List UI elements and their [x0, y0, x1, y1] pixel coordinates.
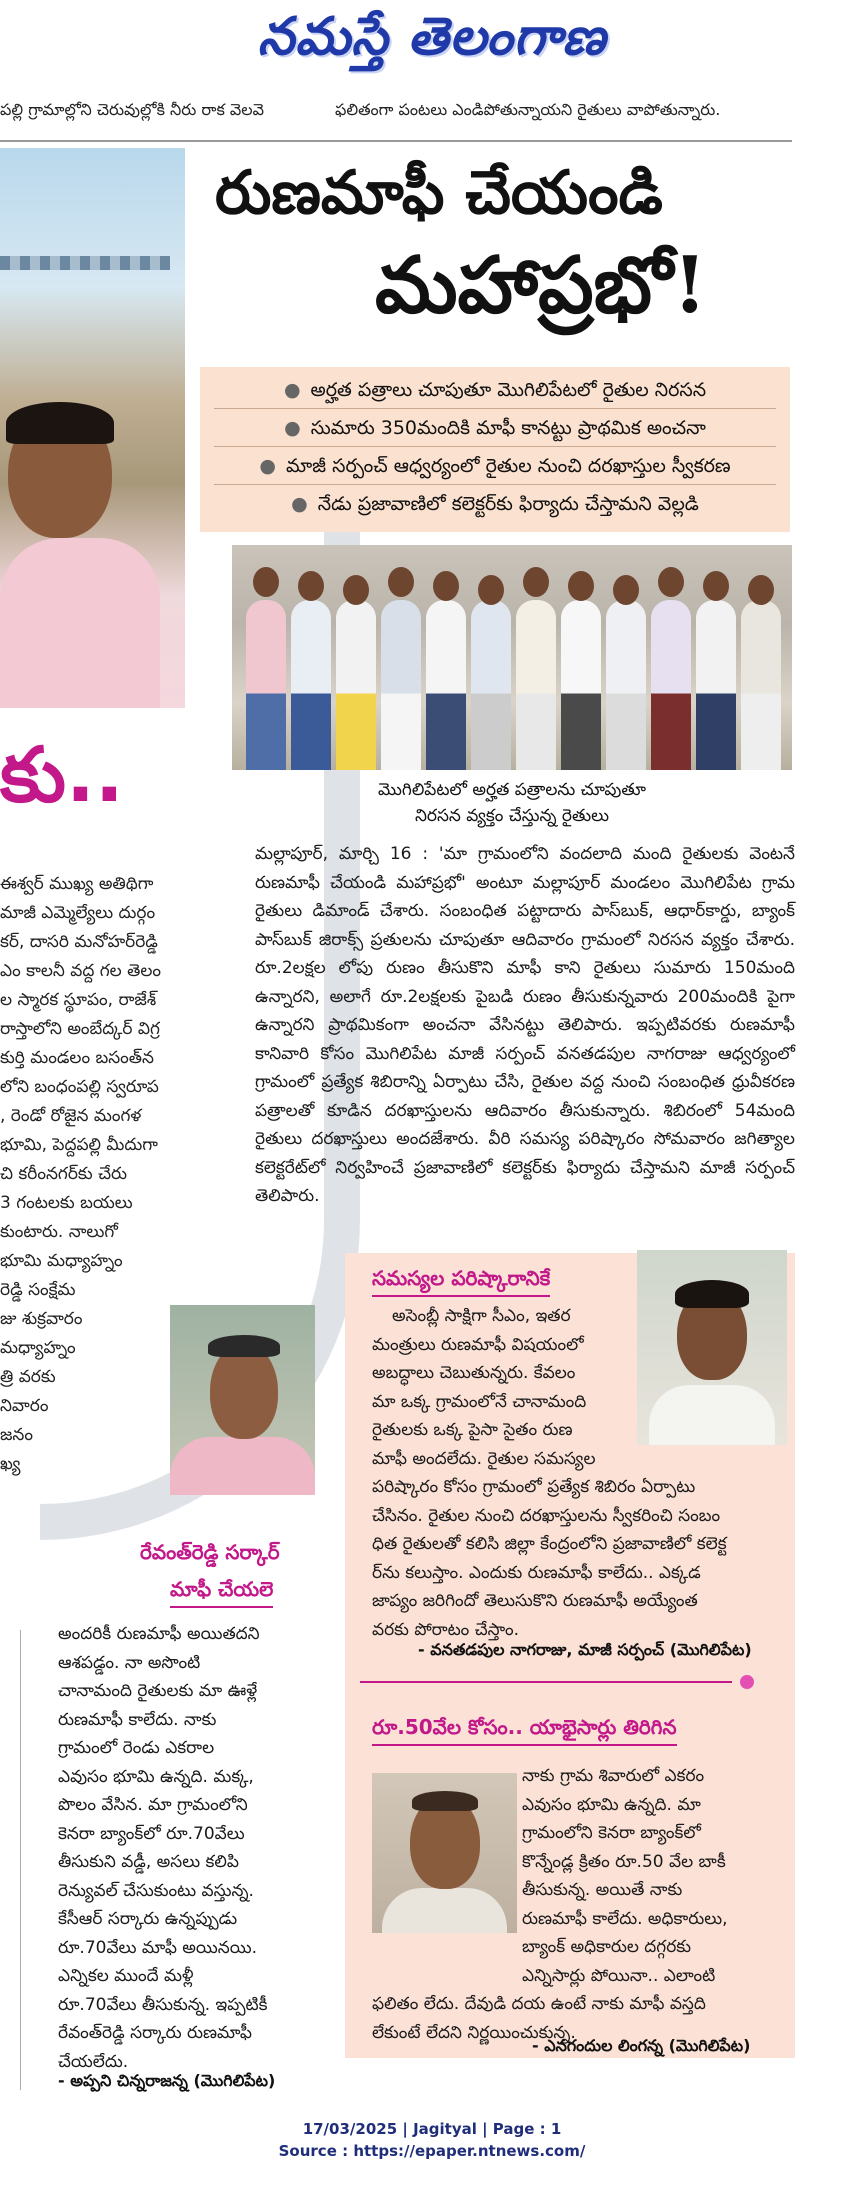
left-story-line: జనం — [0, 1425, 33, 1445]
person-head — [703, 571, 729, 601]
left-story-line: నివారం — [0, 1396, 49, 1416]
page-footer — [0, 2118, 864, 2162]
left-story-line: జు శుక్రవారం — [0, 1309, 83, 1329]
person-head — [748, 575, 774, 605]
left-quote-line: ఎవుసం భూమి ఉన్నది. మక్క, — [58, 1766, 254, 1787]
quote2-line: కొన్నేండ్ల క్రితం రూ.50 వేల బాకీ — [522, 1851, 726, 1872]
person-figure — [741, 600, 781, 770]
quote1-line: జాప్యం జరిగిందో తెలుసుకొని రుణమాఫీ అయ్యేంత — [372, 1591, 698, 1611]
column-divider — [20, 1630, 21, 2090]
footer-source: Source : https://epaper.ntnews.com/ — [278, 2142, 586, 2160]
group-photo-farmers — [232, 545, 792, 770]
left-story-line: లోని బంధంపల్లి స్వరూప — [0, 1077, 159, 1097]
person-figure — [516, 600, 556, 770]
highlight-item: ● నేడు ప్రజావాణిలో కలెక్టర్‌కు ఫిర్యాదు చేస్తామని వెల్లడి — [291, 493, 699, 515]
left-story-line: ఈశ్వర్ ముఖ్య అతిథిగా — [0, 874, 154, 894]
left-quote-line: తీసుకుని వడ్డీ, అసలు కలిపి — [58, 1852, 239, 1872]
quote1-line: పరిష్కారం కోసం గ్రామంలో ప్రత్యేక శిబిరం ఏర్పాటు — [372, 1477, 696, 1497]
quote1-line: మా ఒక్క గ్రామంలోనే చానామంది — [372, 1391, 587, 1412]
person-head — [478, 575, 504, 605]
left-story-line: మధ్యాహ్నం — [0, 1338, 76, 1358]
left-quote-line: చానామంది రైతులకు మా ఊళ్లే — [58, 1681, 258, 1701]
left-story-text — [0, 870, 170, 1479]
header-divider — [0, 140, 792, 142]
quote2-attribution: - ఎనగందుల లింగన్న (మొగిలిపేట) — [532, 2036, 751, 2055]
left-story-line: రెడ్డి సంక్షేమ — [0, 1280, 76, 1300]
left-story-line: భూమి మధ్యాహ్నం — [0, 1251, 123, 1271]
left-story-line: రాస్తాలోని అంబేద్కర్ విగ్ర — [0, 1019, 160, 1039]
left-story-line: ఎం కాలనీ వద్ద గల తెలం — [0, 961, 161, 981]
bullet-icon: ● — [284, 417, 301, 439]
quote1-line: అసెంబ్లీ సాక్షిగా సీఎం, ఇతర — [392, 1306, 571, 1326]
quote1-line: మంత్రులు రుణమాఫీ విషయంలో — [372, 1334, 584, 1355]
quote1-line: రైతులకు ఒక్క పైసా సైతం రుణ — [372, 1420, 573, 1440]
left-quote-line: అందరికీ రుణమాఫీ అయితదని — [58, 1624, 260, 1644]
person-head — [298, 571, 324, 601]
main-story-body: మల్లాపూర్, మార్చి 16 : 'మా గ్రామంలోని వందలాది మంది రైతులకు వెంటనే రుణమాఫీ చేయండి మహాప్రభో' అంటూ మల్లాపూర్ మండలం మొగిలిపేట గ్రామ రైతులు డిమాండ్ చేశారు. సంబంధిత పట్టాదారు పాస్‌బుక్, ఆధార్‌కార్డు, బ్యాంక్ పాస్‌బుక్ జిరాక్స్ ప్రతులను చూపుతూ ఆదివారం గ్రామంలో నిరసన వ్యక్తం చేశారు. రూ.2లక్షల లోపు రుణం తీసుకొని మాఫీ కాని రైతులు సుమారు 150మంది ఉన్నారని, అలాగే రూ.2లక్షలకు పైబడి రుణం తీసుకున్నవారు 200మందికి పైగా ఉన్నారని ప్రాథమికంగా అంచనా వేసినట్టు తెలిపారు. ఇప్పటివరకు రుణమాఫీ కానివారి కోసం మొగిలిపేట మాజీ సర్పంచ్ వనతడపుల నాగరాజు ఆధ్వర్యంలో గ్రామంలో ప్రత్యేక శిబిరాన్ని ఏర్పాటు చేసి, రైతుల వద్ద నుంచి సంబంధిత ధ్రువీకరణ పత్రాలతో కూడిన దరఖాస్తులను ఆదివారం తీసుకున్నారు. శిబిరంలో 54మంది రైతులు దరఖాస్తులు అందజేశారు. వీరి సమస్య పరిష్కారం సోమవారం జగిత్యాల కలెక్టరేట్‌లో నిర్వహించే ప్రజావాణిలో కలెక్టర్‌కు ఫిర్యాదు చేస్తామని మాజీ సర్పంచ్ తెలిపారు. — [255, 844, 795, 1206]
quote2-line: ఫలితం లేదు. దేవుడి దయ ఉంటే నాకు మాఫీ వస్తది — [372, 1994, 706, 2014]
bullet-icon: ● — [283, 379, 301, 401]
person-head — [253, 567, 279, 597]
left-quote-line: చేయలేదు. — [58, 2051, 129, 2072]
left-quote-line: గ్రామంలో రెండు ఎకరాల — [58, 1738, 215, 1758]
masthead — [0, 0, 864, 88]
person-head — [658, 567, 684, 597]
person-figure — [291, 600, 331, 770]
newspaper-title: నమస్తే తెలంగాణ — [257, 6, 607, 67]
quote2-text — [372, 1762, 792, 2047]
left-story-headline-fragment: కు.. — [0, 730, 124, 819]
left-quote-line: పొలం వేసిన. మా గ్రామంలోని — [58, 1795, 248, 1815]
quote1-heading: సమస్యల పరిష్కారానికే — [372, 1266, 550, 1297]
quote2-line: గ్రామంలోని కెనరా బ్యాంక్‌లో — [522, 1823, 701, 1843]
footer-date-edition: 17/03/2025 | Jagityal | Page : 1 — [302, 2120, 562, 2138]
person-figure — [426, 600, 466, 770]
caption-line-2: నిరసన వ్యక్తం చేస్తున్న రైతులు — [414, 806, 610, 826]
photo-caption — [232, 777, 792, 829]
quote2-line: ఎన్నిసార్లు పోయినా.. ఎలాంటి — [522, 1965, 716, 1986]
left-story-line: త్రి వరకు — [0, 1367, 56, 1387]
quote2-line: ఎవుసం భూమి ఉన్నది. మా — [522, 1794, 701, 1815]
quote2-line: రుణమాఫీ కాలేదు. అధికారులు, — [522, 1908, 728, 1929]
person-head — [343, 575, 369, 605]
person-figure — [561, 600, 601, 770]
separator-dot-icon — [740, 1675, 754, 1689]
left-quote-attribution: - అప్పని చిన్నరాజన్న (మొగిలిపేట) — [58, 2071, 276, 2090]
highlight-item: ● సుమారు 350మందికి మాఫీ కానట్టు ప్రాథమిక అంచనా — [214, 409, 776, 447]
left-quote-line: ఎన్నికల ముందే మళ్లీ — [58, 1966, 194, 1986]
quote1-line: ధిత రైతులతో కలిసి జిల్లా కేంద్రంలోని ప్రజావాణిలో కలెక్ట — [372, 1534, 727, 1554]
left-story-line: 3 గంటలకు బయలు — [0, 1193, 133, 1213]
left-quote-heading-line-1: రేవంత్‌రెడ్డి సర్కార్ — [140, 1540, 280, 1564]
left-quote-text — [58, 1620, 328, 2076]
bullet-icon: ● — [291, 493, 308, 515]
headline-line-2: మహాప్రభో! — [375, 240, 708, 331]
caption-line-1: మొగిలిపేటలో అర్హత పత్రాలను చూపుతూ — [378, 780, 646, 800]
left-quote-line: ఆశపడ్డం. నా అసొంటి — [58, 1652, 201, 1673]
quote1-line: వరకు పోరాటం చేస్తాం. — [372, 1619, 519, 1640]
person-head — [433, 571, 459, 601]
left-story-line: కుంటారు. నాలుగో — [0, 1222, 118, 1242]
quote1-line: చేసినం. రైతుల నుంచి దరఖాస్తులను స్వీకరించి సంబం — [372, 1505, 721, 1526]
left-story-line: ల స్మారక స్థూపం, రాజేశ్ — [0, 990, 157, 1010]
highlight-item: ● మాజీ సర్పంచ్ ఆధ్వర్యంలో రైతుల నుంచి దరఖాస్తుల స్వీకరణ — [214, 447, 776, 485]
person-figure — [246, 600, 286, 770]
left-story-line: మాజీ ఎమ్మెల్యేలు దుర్గం — [0, 903, 156, 923]
ticker-strip — [0, 96, 790, 126]
highlights-box — [200, 367, 790, 532]
quote1-line: అబద్ధాలు చెబుతున్నరు. కేవలం — [372, 1363, 576, 1383]
left-quote-line: కెనరా బ్యాంక్‌లో రూ.70వేలు — [58, 1823, 245, 1844]
person-head — [523, 567, 549, 597]
person-figure — [696, 600, 736, 770]
quote1-text — [372, 1302, 792, 1644]
person-figure — [606, 600, 646, 770]
person-figure — [651, 600, 691, 770]
quote2-line: లేకుంటే లేదని నిర్ణయించుకున్న. — [372, 2022, 576, 2043]
person-figure — [381, 600, 421, 770]
left-story-line: కర్, దాసరి మనోహర్‌రెడ్డి — [0, 932, 158, 952]
left-story-line: కుర్తి మండలం బసంత్‌న — [0, 1048, 154, 1068]
quote1-line: మాఫీ అందలేదు. రైతుల సమస్యల — [372, 1448, 596, 1469]
person-head — [568, 571, 594, 601]
ticker-text-2: ఫలితంగా పంటలు ఎండిపోతున్నాయని రైతులు వాపోతున్నారు. — [335, 100, 721, 119]
person-figure — [336, 600, 376, 770]
quote2-line: బ్యాంక్ అధికారుల దగ్గరకు — [522, 1937, 692, 1957]
bullet-icon: ● — [259, 455, 276, 477]
person-head — [388, 567, 414, 597]
person-figure — [471, 600, 511, 770]
bridge-shape — [0, 256, 170, 270]
left-quote-line: రెన్యువల్ చేసుకుంటు వస్తున్న. — [58, 1880, 254, 1901]
left-story-line: , రెండో రోజైన మంగళ — [0, 1106, 142, 1126]
quote-separator — [360, 1681, 732, 1683]
quote2-line: నాకు గ్రామ శివారులో ఎకరం — [522, 1766, 705, 1786]
left-quote-heading-line-2: మాఫీ చేయలె — [170, 1577, 273, 1608]
left-story-line: ఖ్య — [0, 1454, 21, 1474]
headline-line-1: రుణమాఫీ చేయండి — [215, 158, 663, 228]
quote2-heading: రూ.50వేల కోసం.. యాభైసార్లు తిరిగిన — [372, 1715, 677, 1746]
left-quote-line: రుణమాఫీ కాలేదు. నాకు — [58, 1709, 217, 1730]
ticker-text-1: పల్లి గ్రామాల్లోని చెరువుల్లోకి నీరు రాక వెలవె — [0, 100, 264, 119]
left-story-line: చి కరీంనగర్‌కు చేరు — [0, 1164, 127, 1184]
quote1-line: ర్‌ను కలుస్తాం. ఎందుకు రుణమాఫీ కాలేదు.. ఎక్కడ — [372, 1562, 701, 1583]
quote2-line: తీసుకున్న. అయితే నాకు — [522, 1880, 683, 1900]
highlight-item: ● అర్హత పత్రాలు చూపుతూ మొగిలిపేటలో రైతుల నిరసన — [214, 371, 776, 409]
quote1-attribution: - వనతడపుల నాగరాజు, మాజీ సర్పంచ్ (మొగిలిపేట) — [418, 1640, 752, 1659]
left-quote-line: రూ.70వేలు మాఫీ అయినయి. — [58, 1937, 257, 1958]
left-story-line: భూమి, పెద్దపల్లి మీదుగా — [0, 1135, 158, 1155]
left-quote-line: రేవంత్‌రెడ్డి సర్కారు రుణమాఫీ — [58, 2023, 252, 2043]
left-quote-line: కేసీఆర్ సర్కారు ఉన్నప్పుడు — [58, 1909, 238, 1929]
person-head — [613, 575, 639, 605]
left-quote-line: రూ.70వేలు తీసుకున్న. ఇప్పటికీ — [58, 1994, 268, 2015]
farmer-chinnarajanna-portrait — [170, 1305, 315, 1495]
